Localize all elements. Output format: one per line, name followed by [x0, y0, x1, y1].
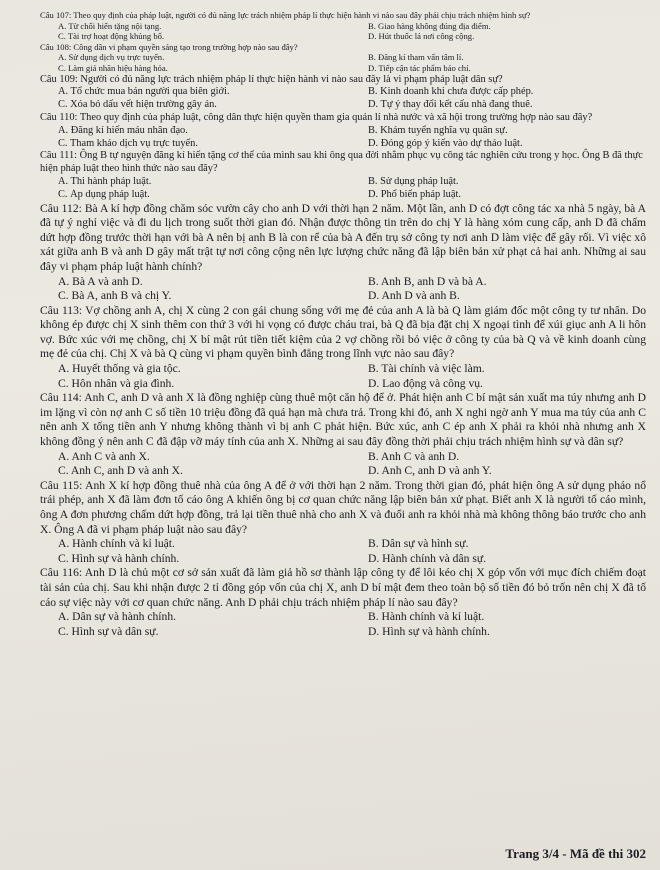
- question-116: [40, 566, 646, 639]
- option-a: A. Dân sự và hành chính.: [58, 610, 177, 624]
- option-c: C. Tham khảo dịch vụ trực tuyến.: [58, 137, 198, 149]
- question-110: [40, 112, 646, 150]
- option-a: A. Thi hành pháp luật.: [58, 175, 152, 187]
- question-stem: Câu 114: Anh C, anh D và anh X là đồng nghiệp cùng thuê một căn hộ để ở. Phát hiện anh C bí mật sản xuất ma túy nhưng anh D im lặng vì còn nợ anh C số tiền 10 triệu đồng đã quá hạn mà chưa trả. Trong khi đó, anh X nghi ngờ anh Y mua ma túy của anh C nên anh X tống tiền anh Y nhưng không thành vì bị anh C phát hiện. Bức xúc, anh C ép anh X phải ra khỏi nhà nhưng anh X không đồng ý nên anh C đã đập vỡ máy tính của anh X. Những ai sau đây đồng thời phải chịu trách nhiệm hình sự và dân sự?: [40, 391, 646, 449]
- question-stem: Câu 116: Anh D là chủ một cơ sở sản xuất đã làm giả hồ sơ thành lập công ty để lôi kéo chị X góp vốn với mục đích chiếm đoạt tài sản của chị. Sau khi nhận được 2 tỉ đồng góp vốn của chị X, anh D bí mật đem theo toàn bộ số tiền đó bỏ trốn nên chị X đã tố cáo sự việc này với cơ quan chức năng. Anh D phải chịu trách nhiệm pháp lí nào sau đây?: [40, 566, 646, 609]
- option-a: A. Từ chối hiến tặng nội tạng.: [58, 20, 162, 31]
- option-b: B. Đăng kí tham vấn tâm lí.: [368, 52, 464, 63]
- option-d: D. Hình sự và hành chính.: [368, 624, 490, 638]
- option-b: B. Khám tuyển nghĩa vụ quân sự.: [368, 124, 508, 136]
- option-a: A. Huyết thống và gia tộc.: [58, 362, 181, 376]
- question-112: [40, 202, 646, 304]
- answer-options: [40, 362, 646, 391]
- question-114: [40, 391, 646, 479]
- option-d: D. Tiếp cận tác phẩm báo chí.: [368, 62, 471, 73]
- option-c: C. Hình sự và hành chính.: [58, 551, 180, 565]
- option-c: C. Xóa bỏ dấu vết hiện trường gây án.: [58, 99, 217, 111]
- option-b: B. Giao hàng không đúng địa điểm.: [368, 20, 491, 31]
- option-c: C. Làm giả nhãn hiệu hàng hóa.: [58, 62, 168, 73]
- option-b: B. Anh C và anh D.: [368, 449, 460, 463]
- option-d: D. Hút thuốc lá nơi công cộng.: [368, 31, 475, 42]
- option-c: C. Hôn nhân và gia đình.: [58, 376, 175, 390]
- option-a: A. Tổ chức mua bán người qua biên giới.: [58, 86, 230, 98]
- question-113: [40, 304, 646, 392]
- option-b: B. Kinh doanh khi chưa được cấp phép.: [368, 86, 534, 98]
- answer-options: [40, 176, 646, 202]
- question-stem: Câu 107: Theo quy định của pháp luật, người có đủ năng lực trách nhiệm pháp lí thực hiện hành vi nào sau đây phải chịu trách nhiệm hình sự?: [40, 10, 531, 20]
- answer-options: [40, 275, 646, 304]
- question-stem: Câu 108: Công dân vi phạm quyền sáng tạo trong trường hợp nào sau đây?: [40, 41, 298, 52]
- option-a: A. Hành chính và kỉ luật.: [58, 537, 175, 551]
- option-c: C. Anh C, anh D và anh X.: [58, 464, 183, 478]
- answer-options: [40, 21, 646, 42]
- option-a: A. Đăng kí hiến máu nhân đạo.: [58, 124, 188, 136]
- question-stem: Câu 111: Ông B tự nguyện đăng kí hiến tặng cơ thể của mình sau khi ông qua đời nhằm phục vụ công tác nghiên cứu trong y học. Ông B đã thực hiện pháp luật theo hình thức nào sau đây?: [40, 150, 643, 175]
- question-stem: Câu 115: Anh X kí hợp đồng thuê nhà của ông A để ở với thời hạn 2 năm. Trong thời gian đó, phát hiện ông A sử dụng pháo nổ trái phép, anh X đã làm đơn tố cáo ông A khiến ông bị cơ quan chức năng lập biên bản xử phạt. Biết anh X là người tố cáo mình, ông A đơn phương chấm dứt hợp đồng, trả lại tiền thuê nhà cho anh X và đuổi anh ra khỏi nhà mà không thông báo trước cho anh X. Ông A đã vi phạm pháp luật nào sau đây?: [40, 478, 646, 536]
- option-d: D. Phổ biến pháp luật.: [368, 188, 461, 200]
- question-stem: Câu 113: Vợ chồng anh A, chị X cùng 2 con gái chung sống với mẹ đẻ của anh A là bà Q làm giám đốc một công ty tư nhân. Do không ép được chị X sinh thêm con thứ 3 với hi vọng có được cháu trai, bà Q đã bịa đặt chị X ngoại tình để xúi giục anh A li hôn vợ. Bức xúc với mẹ chồng, chị X bí mật rút tiền tiết kiệm của 2 vợ chồng rồi bỏ việc ở công ty của bà Q và về kinh doanh cùng mẹ đẻ của chị. Chị X và bà Q cùng vi phạm quyền bình đẳng trong lĩnh vực nào sau đây?: [40, 303, 646, 361]
- option-d: D. Anh D và anh B.: [368, 289, 460, 303]
- option-b: B. Dân sự và hình sự.: [368, 537, 469, 551]
- question-107: [40, 10, 646, 42]
- question-109: [40, 74, 646, 112]
- question-stem: Câu 112: Bà A kí hợp đồng chăm sóc vườn cây cho anh D với thời hạn 2 năm. Một lần, anh D có đợt công tác xa nhà 5 ngày, bà A đã tự ý nghỉ việc và đi du lịch trong suốt thời gian đó. Nhận được thông tin trên do chị Y là hàng xóm cung cấp, anh D đã chấm dứt hợp đồng trước thời hạn với bà A nên bị anh B là con rể của bà A đến trụ sở công ty nơi anh D làm việc để gây rối. Vì việc xô xát giữa anh B và anh D gây mất trật tự nơi công cộng nên lực lượng chức năng đã lập biên bản xử phạt cả hai anh. Những ai sau đây vi phạm pháp luật hành chính?: [40, 201, 646, 273]
- option-c: C. Tài trợ hoạt động khủng bố.: [58, 31, 165, 42]
- option-d: D. Anh C, anh D và anh Y.: [368, 464, 492, 478]
- question-stem: Câu 109: Người có đủ năng lực trách nhiệm pháp lí thực hiện hành vi nào sau đây là vi phạm pháp luật dân sự?: [40, 73, 503, 85]
- option-c: C. Hình sự và dân sự.: [58, 624, 159, 638]
- question-115: [40, 479, 646, 567]
- answer-options: [40, 610, 646, 639]
- option-b: B. Sử dụng pháp luật.: [368, 175, 459, 187]
- page-footer: Trang 3/4 - Mã đề thi 302: [505, 846, 646, 861]
- option-c: C. Bà A, anh B và chị Y.: [58, 289, 172, 303]
- question-stem: Câu 110: Theo quy định của pháp luật, công dân thực hiện quyền tham gia quản lí nhà nước và xã hội trong trường hợp nào sau đây?: [40, 111, 593, 123]
- answer-options: [40, 537, 646, 566]
- option-d: D. Lao động và công vụ.: [368, 376, 483, 390]
- option-b: B. Anh B, anh D và bà A.: [368, 274, 487, 288]
- answer-options: [40, 450, 646, 479]
- answer-options: [40, 86, 646, 112]
- option-d: D. Tự ý thay đổi kết cấu nhà đang thuê.: [368, 99, 533, 111]
- question-108: [40, 42, 646, 74]
- option-a: A. Anh C và anh X.: [58, 449, 150, 463]
- option-a: A. Bà A và anh D.: [58, 274, 143, 288]
- option-b: B. Tài chính và việc làm.: [368, 362, 485, 376]
- answer-options: [40, 52, 646, 73]
- option-d: D. Đóng góp ý kiến vào dự thảo luật.: [368, 137, 523, 149]
- option-d: D. Hành chính và dân sự.: [368, 551, 487, 565]
- question-111: [40, 150, 646, 201]
- answer-options: [40, 125, 646, 151]
- option-b: B. Hành chính và kỉ luật.: [368, 610, 485, 624]
- option-c: C. Áp dụng pháp luật.: [58, 188, 150, 200]
- option-a: A. Sử dụng dịch vụ trực tuyến.: [58, 52, 165, 63]
